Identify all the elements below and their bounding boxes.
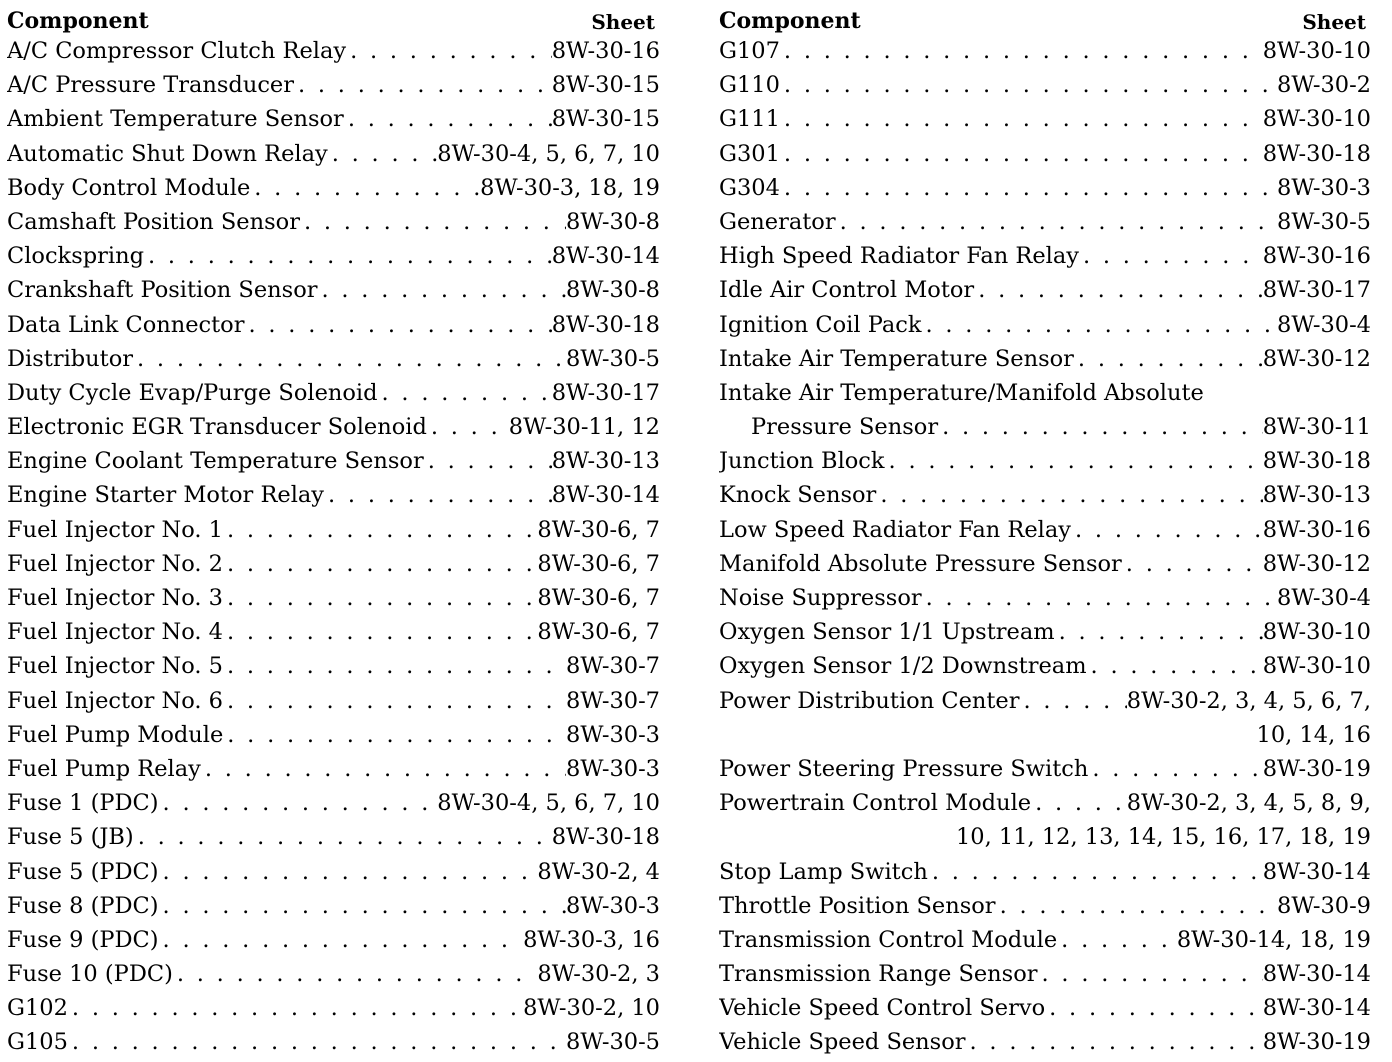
entry-component-name: Electronic EGR Transducer Solenoid bbox=[7, 414, 427, 441]
index-entry bbox=[7, 273, 660, 307]
entry-component-name: Fuse 10 (PDC) bbox=[7, 961, 173, 988]
entry-component-name: Fuse 8 (PDC) bbox=[7, 892, 159, 919]
entry-component-name: Vehicle Speed Control Servo bbox=[719, 995, 1046, 1022]
entry-component-name: A/C Compressor Clutch Relay bbox=[7, 38, 347, 64]
index-entry bbox=[719, 478, 1371, 512]
dot-leader bbox=[159, 889, 566, 923]
entry-sheet-reference: 8W-30-8 bbox=[566, 208, 660, 235]
dot-leader bbox=[346, 34, 552, 68]
entry-sheet-reference: 8W-30-4, 5, 6, 7, 10 bbox=[437, 790, 660, 817]
entry-sheet-reference: 8W-30-2, 3 bbox=[537, 961, 660, 988]
entry-component-name: Body Control Module bbox=[7, 174, 251, 201]
entry-sheet-reference: 8W-30-7 bbox=[566, 687, 660, 714]
entry-sheet-reference: 8W-30-14 bbox=[1262, 858, 1371, 885]
index-entry bbox=[7, 342, 660, 376]
dot-leader bbox=[378, 376, 552, 410]
index-entry bbox=[719, 957, 1371, 991]
dot-leader bbox=[1087, 649, 1263, 683]
dot-leader bbox=[1031, 786, 1127, 820]
dot-leader bbox=[324, 478, 552, 512]
entry-sheet-reference: 8W-30-6, 7 bbox=[537, 550, 660, 577]
entry-component-name: Pressure Sensor bbox=[751, 414, 939, 441]
index-entry bbox=[7, 68, 660, 102]
dot-leader bbox=[780, 34, 1263, 68]
entry-sheet-reference: 8W-30-14, 18, 19 bbox=[1176, 926, 1371, 953]
entry-component-name: Power Distribution Center bbox=[719, 687, 1020, 714]
index-entry bbox=[719, 581, 1371, 615]
dot-leader bbox=[244, 308, 551, 342]
entry-component-name: Vehicle Speed Sensor bbox=[719, 1029, 966, 1056]
right-column-header bbox=[719, 4, 1371, 34]
index-entry bbox=[7, 444, 660, 478]
entry-component-name: Camshaft Position Sensor bbox=[7, 208, 300, 235]
dot-leader bbox=[922, 581, 1277, 615]
index-entry bbox=[719, 34, 1371, 68]
dot-leader bbox=[133, 342, 566, 376]
dot-leader bbox=[300, 205, 566, 239]
index-entry bbox=[7, 137, 660, 171]
entry-sheet-reference: 8W-30-10 bbox=[1262, 619, 1371, 646]
entry-sheet-reference: 8W-30-4 bbox=[1277, 585, 1371, 611]
entry-component-name: Data Link Connector bbox=[7, 311, 245, 338]
index-entry bbox=[7, 786, 660, 820]
entry-component-name: A/C Pressure Transducer bbox=[7, 72, 294, 99]
entry-sheet-reference: 8W-30-11 bbox=[1262, 414, 1371, 441]
entry-sheet-reference: 8W-30-3 bbox=[1277, 174, 1371, 201]
entry-component-name: G102 bbox=[7, 995, 68, 1022]
dot-leader bbox=[68, 1025, 566, 1059]
index-entry bbox=[719, 376, 1371, 410]
entry-sheet-reference: 8W-30-2 bbox=[1277, 72, 1371, 99]
entry-sheet-reference: 8W-30-2, 4 bbox=[537, 858, 660, 885]
index-entry bbox=[7, 855, 660, 889]
entry-component-name: Fuel Pump Relay bbox=[7, 755, 201, 782]
entry-component-name: Engine Coolant Temperature Sensor bbox=[7, 448, 424, 475]
entry-sheet-reference: 8W-30-13 bbox=[551, 448, 660, 475]
dot-leader bbox=[780, 171, 1277, 205]
index-entry bbox=[7, 376, 660, 410]
entry-component-name: Powertrain Control Module bbox=[719, 790, 1032, 817]
entry-sheet-reference: 8W-30-14 bbox=[551, 482, 660, 509]
entry-component-name: Fuel Injector No. 1 bbox=[7, 516, 223, 543]
index-entry bbox=[719, 410, 1371, 444]
entry-component-name: High Speed Radiator Fan Relay bbox=[719, 243, 1079, 270]
right-component-heading: Component bbox=[719, 8, 861, 34]
entry-component-name: Oxygen Sensor 1/2 Downstream bbox=[719, 653, 1087, 680]
entry-component-name: Generator bbox=[719, 208, 836, 235]
entry-sheet-reference: 8W-30-18 bbox=[1262, 140, 1371, 167]
entry-sheet-reference: 8W-30-9 bbox=[1277, 892, 1371, 919]
entry-sheet-reference: 10, 11, 12, 13, 14, 15, 16, 17, 18, 19 bbox=[955, 824, 1371, 851]
index-entry bbox=[7, 239, 660, 273]
dot-leader bbox=[780, 102, 1263, 136]
dot-leader bbox=[1057, 923, 1177, 957]
entry-sheet-reference: 8W-30-16 bbox=[551, 38, 660, 64]
entry-sheet-reference: 8W-30-15 bbox=[551, 72, 660, 99]
entry-sheet-reference: 8W-30-3 bbox=[566, 755, 660, 782]
dot-leader bbox=[223, 684, 566, 718]
dot-leader bbox=[223, 581, 537, 615]
dot-leader bbox=[836, 205, 1277, 239]
dot-leader bbox=[294, 68, 552, 102]
entry-component-name: Distributor bbox=[7, 345, 134, 372]
entry-component-name: Oxygen Sensor 1/1 Upstream bbox=[719, 619, 1055, 646]
left-column bbox=[7, 4, 660, 1060]
dot-leader bbox=[159, 923, 524, 957]
entry-sheet-reference: 8W-30-7 bbox=[566, 653, 660, 680]
index-entry bbox=[719, 684, 1371, 718]
entry-component-name: Fuel Injector No. 6 bbox=[7, 687, 223, 714]
dot-leader bbox=[996, 889, 1277, 923]
dot-leader bbox=[1122, 547, 1263, 581]
entry-sheet-reference: 8W-30-13 bbox=[1262, 482, 1371, 509]
entry-sheet-reference: 8W-30-10 bbox=[1262, 653, 1371, 680]
entry-sheet-reference: 8W-30-18 bbox=[1262, 448, 1371, 475]
entry-component-name: Fuel Injector No. 4 bbox=[7, 619, 223, 646]
entry-sheet-reference: 8W-30-18 bbox=[551, 311, 660, 338]
index-entry bbox=[7, 581, 660, 615]
left-sheet-heading: Sheet bbox=[591, 10, 655, 34]
index-entry bbox=[7, 615, 660, 649]
entry-component-name: Power Steering Pressure Switch bbox=[719, 755, 1089, 782]
index-entry bbox=[7, 102, 660, 136]
entry-component-name: Fuel Injector No. 3 bbox=[7, 585, 223, 611]
index-entry bbox=[7, 649, 660, 683]
entry-sheet-reference: 8W-30-12 bbox=[1262, 345, 1371, 372]
dot-leader bbox=[1074, 342, 1263, 376]
dot-leader bbox=[318, 273, 567, 307]
dot-leader bbox=[328, 137, 438, 171]
entry-component-name: Knock Sensor bbox=[719, 482, 877, 509]
entry-component-name: Fuse 9 (PDC) bbox=[7, 926, 159, 953]
index-entry bbox=[7, 410, 660, 444]
dot-leader bbox=[966, 1025, 1263, 1059]
entry-sheet-reference: 8W-30-2, 3, 4, 5, 8, 9, bbox=[1126, 790, 1371, 817]
index-entry bbox=[7, 547, 660, 581]
index-entry bbox=[7, 513, 660, 547]
dot-leader bbox=[223, 513, 537, 547]
index-entry bbox=[719, 239, 1371, 273]
entry-sheet-reference: 8W-30-3, 16 bbox=[523, 926, 660, 953]
entry-component-name: Automatic Shut Down Relay bbox=[7, 140, 328, 167]
index-entry bbox=[7, 478, 660, 512]
dot-leader bbox=[173, 957, 538, 991]
dot-leader bbox=[780, 137, 1263, 171]
entry-sheet-reference: 8W-30-14 bbox=[551, 243, 660, 270]
dot-leader bbox=[424, 444, 552, 478]
left-entry-list bbox=[7, 34, 660, 1060]
dot-leader bbox=[223, 615, 537, 649]
entry-sheet-reference: 8W-30-18 bbox=[551, 824, 660, 851]
index-entry bbox=[719, 102, 1371, 136]
index-entry bbox=[719, 171, 1371, 205]
dot-leader bbox=[159, 786, 438, 820]
right-column bbox=[719, 4, 1371, 1060]
entry-sheet-reference: 8W-30-17 bbox=[1262, 277, 1371, 304]
entry-component-name: Transmission Control Module bbox=[719, 926, 1058, 953]
entry-sheet-reference: 8W-30-19 bbox=[1262, 755, 1371, 782]
entry-component-name: Idle Air Control Motor bbox=[719, 277, 975, 304]
entry-sheet-reference: 8W-30-5 bbox=[566, 1029, 660, 1056]
entry-component-name: G107 bbox=[719, 38, 780, 64]
dot-leader bbox=[223, 649, 566, 683]
entry-component-name: Fuse 5 (JB) bbox=[7, 824, 134, 851]
entry-component-name: Ambient Temperature Sensor bbox=[7, 106, 344, 133]
dot-leader bbox=[1088, 752, 1262, 786]
entry-component-name: G304 bbox=[719, 174, 780, 201]
entry-component-name: Ignition Coil Pack bbox=[719, 311, 922, 338]
dot-leader bbox=[922, 308, 1278, 342]
index-entry bbox=[7, 820, 660, 854]
dot-leader bbox=[1055, 615, 1263, 649]
entry-component-name: Stop Lamp Switch bbox=[719, 858, 928, 885]
dot-leader bbox=[134, 820, 552, 854]
entry-component-name: Clockspring bbox=[7, 243, 144, 270]
entry-component-name: Fuel Injector No. 5 bbox=[7, 653, 223, 680]
entry-sheet-reference: 8W-30-10 bbox=[1262, 106, 1371, 133]
index-entry bbox=[719, 786, 1371, 820]
entry-sheet-reference: 8W-30-5 bbox=[566, 345, 660, 372]
entry-sheet-reference: 8W-30-15 bbox=[551, 106, 660, 133]
entry-sheet-reference: 8W-30-12 bbox=[1262, 550, 1371, 577]
right-sheet-heading: Sheet bbox=[1302, 10, 1366, 34]
dot-leader bbox=[1038, 957, 1263, 991]
entry-component-name: Fuel Injector No. 2 bbox=[7, 550, 223, 577]
dot-leader bbox=[223, 547, 537, 581]
dot-leader bbox=[928, 855, 1263, 889]
index-entry bbox=[7, 1025, 660, 1059]
entry-component-name: G301 bbox=[719, 140, 780, 167]
index-entry bbox=[719, 68, 1371, 102]
index-entry bbox=[7, 923, 660, 957]
entry-sheet-reference: 8W-30-6, 7 bbox=[537, 516, 660, 543]
dot-leader bbox=[885, 444, 1263, 478]
index-entry bbox=[719, 308, 1371, 342]
index-entry bbox=[719, 1025, 1371, 1059]
entry-sheet-reference: 8W-30-4, 5, 6, 7, 10 bbox=[437, 140, 660, 167]
index-entry bbox=[719, 855, 1371, 889]
entry-sheet-reference: 8W-30-2, 3, 4, 5, 6, 7, bbox=[1126, 687, 1371, 714]
index-entry bbox=[719, 513, 1371, 547]
entry-sheet-reference: 8W-30-8 bbox=[566, 277, 660, 304]
right-entry-list bbox=[719, 34, 1371, 1060]
entry-component-name: Fuel Pump Module bbox=[7, 721, 224, 748]
entry-component-name: Crankshaft Position Sensor bbox=[7, 277, 318, 304]
index-entry bbox=[719, 205, 1371, 239]
dot-leader bbox=[780, 68, 1277, 102]
entry-sheet-reference: 8W-30-10 bbox=[1262, 38, 1371, 64]
entry-sheet-reference: 8W-30-6, 7 bbox=[537, 619, 660, 646]
index-entry bbox=[719, 444, 1371, 478]
dot-leader bbox=[1071, 513, 1263, 547]
entry-component-name: G110 bbox=[719, 72, 780, 99]
entry-sheet-reference: 8W-30-16 bbox=[1262, 243, 1371, 270]
entry-sheet-reference: 8W-30-5 bbox=[1277, 208, 1371, 235]
entry-sheet-reference: 8W-30-3 bbox=[566, 721, 660, 748]
index-entry bbox=[7, 718, 660, 752]
entry-sheet-reference: 8W-30-3 bbox=[566, 892, 660, 919]
index-entry bbox=[7, 205, 660, 239]
index-entry bbox=[719, 923, 1371, 957]
index-entry bbox=[719, 547, 1371, 581]
index-entry bbox=[719, 991, 1371, 1025]
index-entry bbox=[7, 889, 660, 923]
entry-component-name: G105 bbox=[7, 1029, 68, 1056]
index-entry bbox=[719, 137, 1371, 171]
entry-component-name: Engine Starter Motor Relay bbox=[7, 482, 325, 509]
entry-component-name: Intake Air Temperature Sensor bbox=[719, 345, 1074, 372]
index-entry bbox=[7, 991, 660, 1025]
index-entry bbox=[719, 649, 1371, 683]
entry-component-name: Intake Air Temperature/Manifold Absolute bbox=[719, 379, 1204, 406]
index-entry bbox=[719, 820, 1371, 854]
entry-component-name: Transmission Range Sensor bbox=[719, 961, 1038, 988]
dot-leader bbox=[223, 718, 566, 752]
dot-leader bbox=[1045, 991, 1263, 1025]
dot-leader bbox=[344, 102, 552, 136]
entry-component-name: Duty Cycle Evap/Purge Solenoid bbox=[7, 379, 378, 406]
dot-leader bbox=[250, 171, 480, 205]
dot-leader bbox=[159, 855, 538, 889]
entry-sheet-reference: 8W-30-4 bbox=[1277, 311, 1371, 338]
entry-component-name: Manifold Absolute Pressure Sensor bbox=[719, 550, 1122, 577]
entry-sheet-reference: 8W-30-11, 12 bbox=[508, 414, 660, 441]
dot-leader bbox=[201, 752, 566, 786]
entry-component-name: Throttle Position Sensor bbox=[719, 892, 996, 919]
entry-component-name: Junction Block bbox=[719, 448, 885, 475]
index-entry bbox=[7, 171, 660, 205]
dot-leader bbox=[68, 991, 523, 1025]
entry-sheet-reference: 8W-30-3, 18, 19 bbox=[480, 174, 660, 201]
entry-component-name: Noise Suppressor bbox=[719, 585, 922, 611]
index-entry bbox=[719, 342, 1371, 376]
index-entry bbox=[719, 273, 1371, 307]
dot-leader bbox=[427, 410, 509, 444]
entry-sheet-reference: 10, 14, 16 bbox=[1256, 721, 1371, 748]
index-entry bbox=[7, 684, 660, 718]
left-component-heading: Component bbox=[7, 8, 149, 34]
dot-leader bbox=[144, 239, 552, 273]
entry-component-name: Fuse 1 (PDC) bbox=[7, 790, 159, 817]
dot-leader bbox=[974, 273, 1263, 307]
entry-sheet-reference: 8W-30-14 bbox=[1262, 961, 1371, 988]
entry-sheet-reference: 8W-30-6, 7 bbox=[537, 585, 660, 611]
entry-sheet-reference: 8W-30-16 bbox=[1262, 516, 1371, 543]
entry-sheet-reference: 8W-30-14 bbox=[1262, 995, 1371, 1022]
index-entry bbox=[719, 889, 1371, 923]
index-entry bbox=[7, 308, 660, 342]
dot-leader bbox=[1079, 239, 1263, 273]
index-entry bbox=[719, 718, 1371, 752]
entry-sheet-reference: 8W-30-19 bbox=[1262, 1029, 1371, 1056]
index-entry bbox=[7, 752, 660, 786]
index-entry bbox=[7, 34, 660, 68]
entry-component-name: G111 bbox=[719, 106, 780, 133]
entry-sheet-reference: 8W-30-2, 10 bbox=[523, 995, 660, 1022]
index-entry bbox=[719, 752, 1371, 786]
left-column-header bbox=[7, 4, 660, 34]
entry-component-name: Fuse 5 (PDC) bbox=[7, 858, 159, 885]
entry-sheet-reference: 8W-30-17 bbox=[551, 379, 660, 406]
entry-component-name: Low Speed Radiator Fan Relay bbox=[719, 516, 1072, 543]
dot-leader bbox=[876, 478, 1262, 512]
index-entry bbox=[7, 957, 660, 991]
dot-leader bbox=[1020, 684, 1127, 718]
index-entry bbox=[719, 615, 1371, 649]
dot-leader bbox=[938, 410, 1263, 444]
